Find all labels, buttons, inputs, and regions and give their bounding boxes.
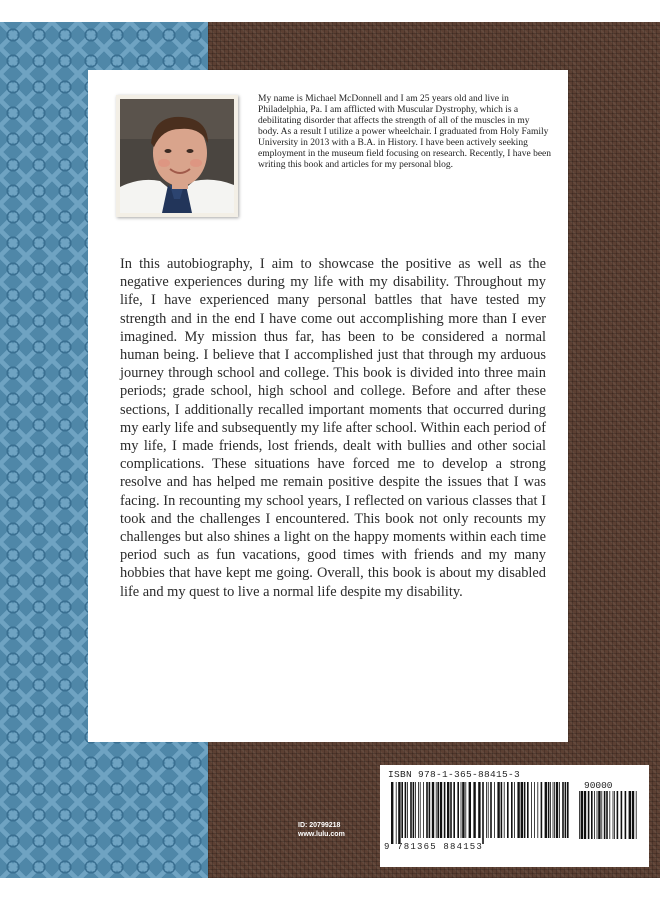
barcode-bar (545, 782, 547, 838)
barcode-bar (405, 782, 407, 838)
barcode-bar (521, 782, 523, 838)
barcode-bar (423, 782, 424, 838)
barcode-bar (490, 782, 492, 838)
barcode-bar (447, 782, 449, 838)
barcode-bar (461, 782, 462, 838)
barcode-bar (413, 782, 415, 838)
barcode-bar (507, 782, 509, 838)
barcode-bar (632, 791, 634, 839)
barcode-bar (597, 791, 598, 839)
barcode-bar (553, 782, 554, 838)
barcode-bar (537, 782, 538, 838)
barcode-bar (504, 782, 505, 838)
author-portrait-image (120, 99, 234, 213)
barcode-bar (482, 782, 484, 844)
barcode-bar (604, 791, 606, 839)
barcode-bar (501, 782, 503, 838)
publisher-info (298, 821, 345, 839)
back-cover (0, 22, 660, 878)
barcode-bar (407, 782, 408, 838)
price-code: 90000 (584, 780, 613, 791)
isbn-label: ISBN 978-1-365-88415-3 (388, 769, 521, 780)
barcode-bar (562, 782, 564, 838)
barcode-bar (606, 791, 608, 839)
isbn-barcode (380, 765, 649, 867)
barcode-bar (457, 782, 459, 838)
barcode-bar (565, 782, 567, 838)
barcode-bar (614, 791, 615, 839)
barcode-bar (473, 782, 475, 838)
barcode-bar (418, 782, 419, 838)
barcode-bar (415, 782, 416, 838)
barcode-bar (429, 782, 431, 838)
barcode-bar (567, 782, 569, 838)
barcode-bar (629, 791, 631, 839)
barcode-bar (550, 782, 551, 838)
barcode-bar (432, 782, 434, 838)
barcode-bar (391, 782, 393, 844)
barcode-bar (440, 782, 442, 838)
barcode-bar (556, 782, 558, 838)
book-description: In this autobiography, I aim to showcase the positive as well as the negative experiences during my life with my disability. Throughout my life, I have experienced many personal battles that have tested my strength and in the end I have come out accomplishing more than I ever imagined. My mission thus far, has been to be considered a normal human being. I believe that I accomplished just that through my arduous journey through school and college. This book is divided into three main periods; grade school, high school and college. Before and after these sections, I additionally recalled important moments that occurred during my early life and subsequently my life after school. Within each period of my life, I made friends, lost friends, dealt with bullies and other social complications. These situations have forced me to develop a strong resolve and has helped me remain positive despite the issues that I was facing. In recounting my school years, I reflected on various classes that I took and the challenges I encountered. This book not only recounts my challenges but also shines a light on the happy moments within each time period such as fun vacations, good times with friends and my many hobbies that have kept me going. Overall, this book is about my disabled life and my quest to live a normal life despite my disability. (120, 256, 546, 600)
barcode-bar (469, 782, 471, 838)
barcode-bar (601, 791, 602, 839)
barcode-bar (478, 782, 480, 838)
barcode-bar (625, 791, 627, 839)
barcode-bar (437, 782, 439, 838)
barcode-bar (462, 782, 464, 838)
barcode-bar (524, 782, 526, 838)
publisher-website: www.lulu.com (298, 831, 345, 838)
barcode-bar (497, 782, 499, 838)
barcode-bar (636, 791, 637, 839)
barcode-bar (559, 782, 560, 838)
barcode-bar (613, 791, 614, 839)
text-panel (88, 70, 568, 742)
barcode-bar (541, 782, 543, 838)
barcode-bar (598, 791, 600, 839)
barcode-bar (486, 782, 487, 838)
barcode-bar (594, 791, 595, 839)
barcode-bar (401, 782, 403, 838)
barcode-bar (591, 791, 593, 839)
barcode-bar (617, 791, 619, 839)
barcode-bar (426, 782, 428, 838)
author-bio: My name is Michael McDonnell and I am 25 years old and live in Philadelphia, Pa. I am afflicted with Muscular Dystrophy, which is a debilitating disorder that affects the strength of all of the muscles in my body. As a result I utilize a power wheelchair. I graduated from Holy Family University in 2013 with a B.A. in History. I have been actively seeking employment in the museum field focusing on research. Recently, I have been writing this book and articles for my personal blog. (258, 94, 551, 170)
barcode-bar (527, 782, 529, 838)
barcode-bar (554, 782, 555, 838)
barcode-bar (621, 791, 623, 839)
barcode-bar (534, 782, 535, 838)
ean-digits: 9 781365 884153 (384, 842, 484, 852)
ean-barcode-bars (390, 782, 572, 844)
barcode-bar (609, 791, 610, 839)
barcode-bar (494, 782, 495, 838)
barcode-bar (514, 782, 515, 838)
barcode-bar (584, 791, 586, 839)
barcode-bar (588, 791, 590, 839)
barcode-bar (444, 782, 446, 838)
barcode-bar (517, 782, 519, 838)
barcode-bar (531, 782, 532, 838)
barcode-bar (436, 782, 437, 838)
barcode-bar (548, 782, 550, 838)
barcode-bar (420, 782, 421, 838)
barcode-bar (511, 782, 513, 838)
barcode-bar (396, 782, 397, 844)
barcode-bar (465, 782, 466, 838)
barcode-bar (581, 791, 583, 839)
publisher-id: ID: 20799218 (298, 822, 341, 829)
barcode-bar (579, 791, 580, 839)
barcode-bar (398, 782, 400, 844)
author-photo (116, 95, 238, 217)
barcode-bar (488, 782, 489, 838)
barcode-bar (450, 782, 452, 838)
barcode-bar (410, 782, 412, 838)
barcode-bar (453, 782, 455, 838)
addon-barcode-bars (578, 791, 640, 845)
